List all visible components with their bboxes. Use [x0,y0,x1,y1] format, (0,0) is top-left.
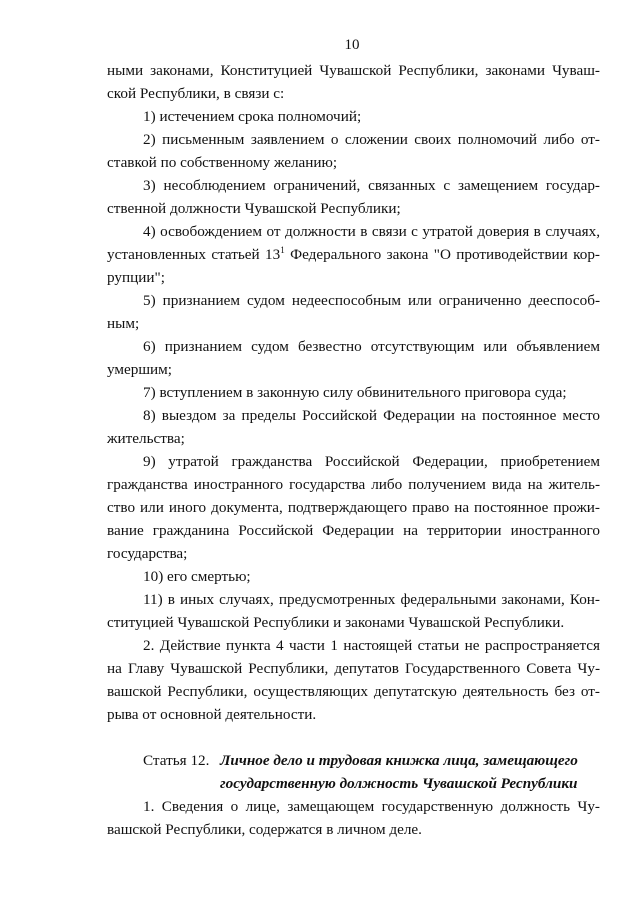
list-item: 6) признанием судом безвестно отсутствующим или объявлением [143,338,600,355]
text-line: ституцией Чувашской Республики и законами Чувашской Республики. [107,614,565,631]
list-item: 8) выездом за пределы Российской Федерации на постоянное место [143,407,600,424]
article-number: Статья 12. [143,752,210,769]
text-line: рупции"; [107,269,165,286]
text-line: ставкой по собственному желанию; [107,154,338,171]
article-title-line: Личное дело и трудовая книжка лица, замещающего [220,752,578,769]
text-line: ным; [107,315,140,332]
document-body [107,59,600,841]
list-item: 4) освобождением от должности в связи с утратой доверия в случаях, [143,223,600,240]
text-line: на Главу Чувашской Республики, депутатов Государственного Совета Чу- [107,660,600,677]
list-item: 1) истечением срока полномочий; [143,108,362,125]
text-fragment: установленных статьей 13 [107,246,281,263]
text-line [107,243,600,266]
list-item: 11) в иных случаях, предусмотренных федеральными законами, Кон- [143,591,600,608]
article-heading [107,749,600,795]
text-line: ными законами, Конституцией Чувашской Республики, законами Чуваш- [107,62,600,79]
text-line: гражданства иностранного государства либо получением вида на житель- [107,476,600,493]
text-line: ственной должности Чувашской Республики; [107,200,401,217]
text-line: рыва от основной деятельности. [107,706,317,723]
paragraph-start: 1. Сведения о лице, замещающем государственную должность Чу- [143,798,600,815]
list-item: 9) утратой гражданства Российской Федерации, приобретением [143,453,600,470]
text-line: вашской Республики, осуществляющих депутатскую деятельность без от- [107,683,600,700]
text-line: государства; [107,545,188,562]
text-line: ство или иного документа, подтверждающего право на постоянное прожи- [107,499,600,516]
list-item: 2) письменным заявлением о сложении своих полномочий либо от- [143,131,600,148]
spacer [107,726,600,749]
text-line: жительства; [107,430,185,447]
text-line: вашской Республики, содержатся в личном деле. [107,821,422,838]
list-item: 5) признанием судом недееспособным или ограниченно дееспособ- [143,292,600,309]
list-item: 3) несоблюдением ограничений, связанных с замещением государ- [143,177,600,194]
article-title [220,749,600,795]
text-line: умершим; [107,361,172,378]
article-title-line: государственную должность Чувашской Республики [220,775,578,792]
paragraph-start: 2. Действие пункта 4 части 1 настоящей статьи не распространяется [143,637,600,654]
list-item: 10) его смертью; [143,568,251,585]
text-fragment: Федерального закона "О противодействии кор- [284,246,600,263]
list-item: 7) вступлением в законную силу обвинительного приговора суда; [143,384,567,401]
page-number: 10 [344,37,360,53]
text-line: вание гражданина Российской Федерации на территории иностранного [107,522,600,539]
text-line: ской Республики, в связи с: [107,85,285,102]
superscript: 1 [280,245,285,255]
